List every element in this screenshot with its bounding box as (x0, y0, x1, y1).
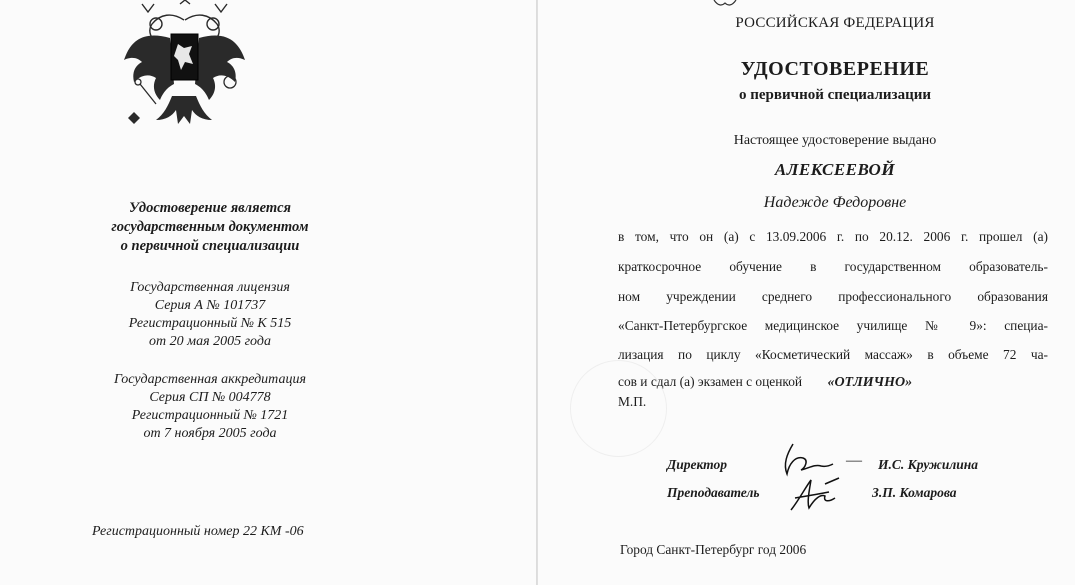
license-line-4: от 20 мая 2005 года (149, 334, 271, 349)
director-label: Директор (667, 457, 727, 472)
license-line-3: Регистрационный № К 515 (128, 316, 292, 331)
intro-line-1: Удостоверение является (129, 200, 291, 216)
accreditation-line-1: Государственная аккредитация (114, 372, 306, 387)
faint-seal-stamp (570, 360, 667, 457)
teacher-name: З.П. Комарова (872, 485, 957, 500)
issued-to-label: Настоящее удостоверение выдано (733, 133, 937, 148)
exam-grade: «ОТЛИЧНО» (827, 375, 913, 390)
license-line-1: Государственная лицензия (130, 280, 290, 295)
double-headed-eagle-emblem (112, 0, 257, 135)
body-line-1: в том, что он (а) с 13.09.2006 г. по 20.12. 2006 г. прошел (а) (618, 229, 1048, 244)
accreditation-line-3: Регистрационный № 1721 (131, 408, 289, 423)
country-heading: РОССИЙСКАЯ ФЕДЕРАЦИЯ (735, 15, 935, 31)
teacher-signature (785, 474, 845, 514)
accreditation-line-4: от 7 ноября 2005 года (143, 426, 277, 441)
document-subtitle: о первичной специализации (738, 87, 932, 103)
top-emblem-fragment-icon (712, 0, 738, 8)
body-line-2: краткосрочное обучение в государственном образователь- (618, 259, 1048, 274)
body-line-6 (618, 374, 1048, 391)
intro-line-2: государственным документом (111, 219, 309, 235)
license-line-2: Серия А № 101737 (154, 298, 266, 313)
intro-line-3: о первичной специализации (120, 238, 300, 254)
body-line-4: «Санкт-Петербургское медицинское училище № 9»: специа- (618, 318, 1048, 333)
registration-number: Регистрационный номер 22 КМ -06 (92, 524, 304, 539)
recipient-surname: АЛЕКСЕЕВОЙ (774, 160, 896, 179)
teacher-label: Преподаватель (667, 485, 760, 500)
page-fold (536, 0, 538, 585)
city-year: Город Санкт-Петербург год 2006 (620, 542, 807, 557)
director-name: И.С. Кружилина (878, 457, 979, 472)
seal-place: М.П. (618, 394, 647, 409)
exam-text: сов и сдал (а) экзамен с оценкой (618, 374, 803, 389)
body-line-5: лизация по циклу «Косметический массаж» в объеме 72 ча- (618, 347, 1048, 362)
body-line-3: ном учреждении среднего профессионального образования (618, 289, 1048, 304)
document-title: УДОСТОВЕРЕНИЕ (740, 58, 930, 80)
director-dash: — (846, 452, 862, 469)
director-signature (775, 440, 845, 478)
recipient-given-names: Надежде Федоровне (763, 194, 907, 211)
accreditation-line-2: Серия СП № 004778 (149, 390, 271, 405)
